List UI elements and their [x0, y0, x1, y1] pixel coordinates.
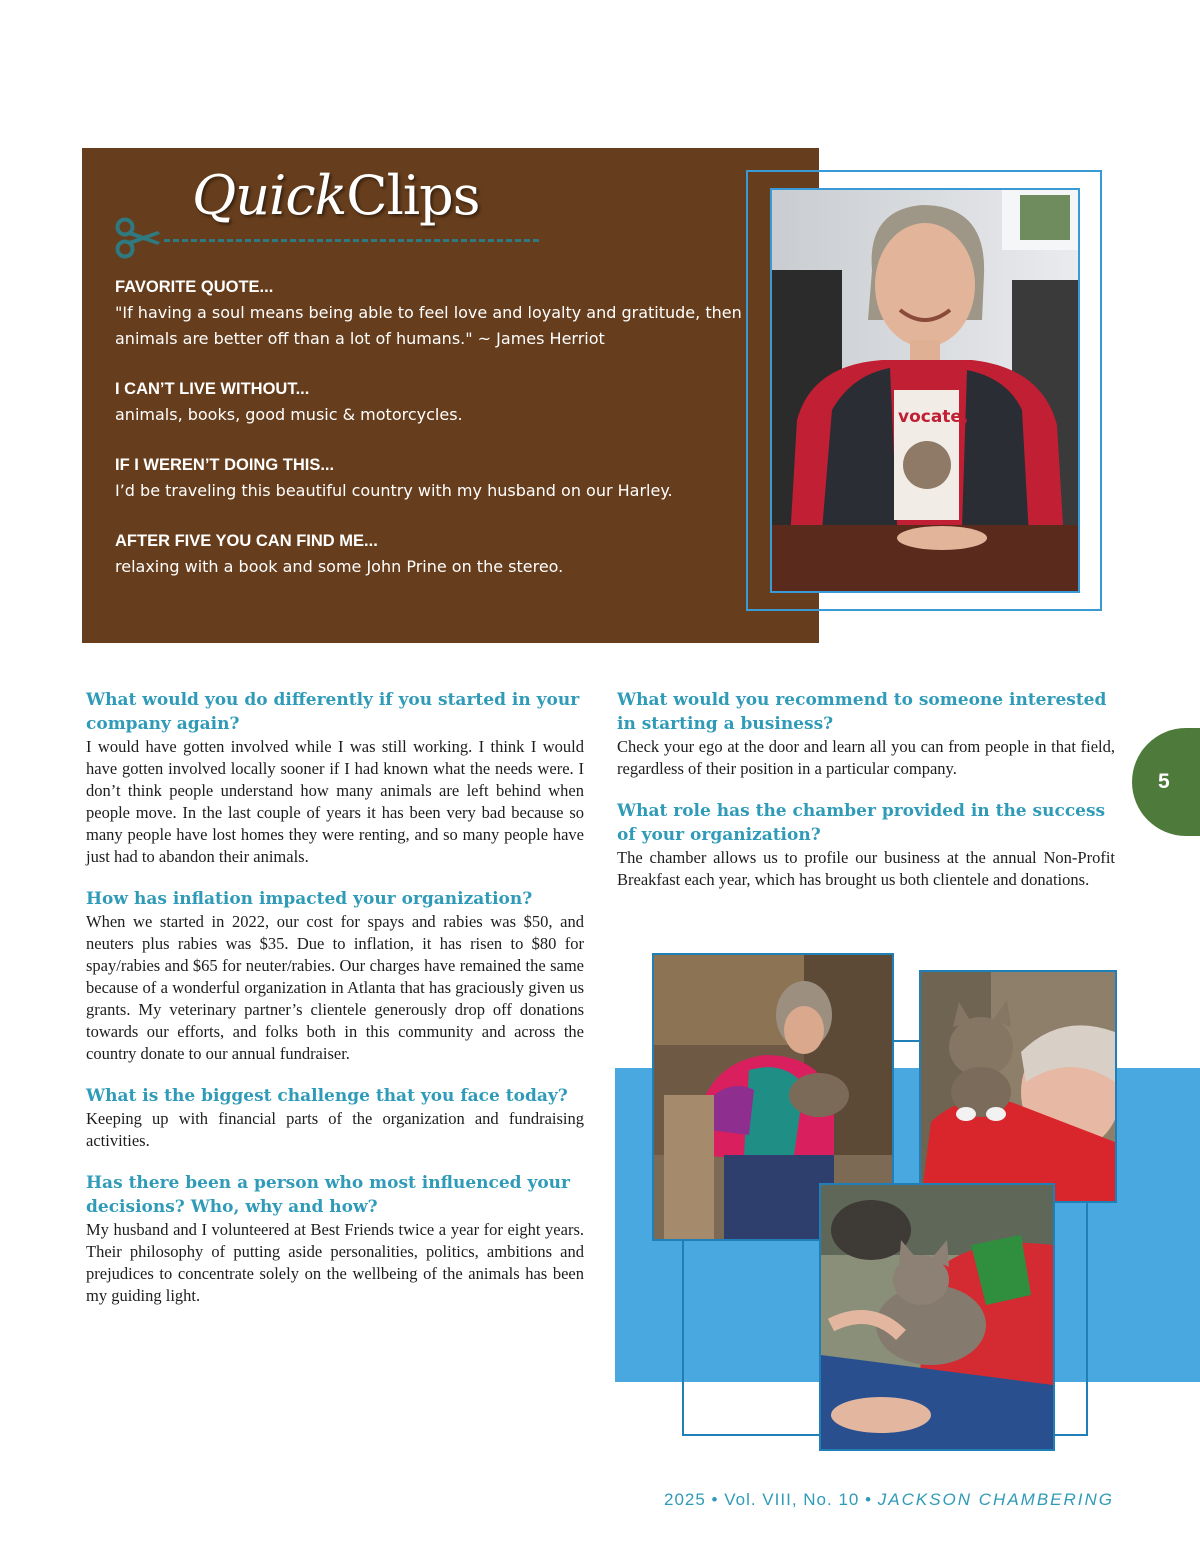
question-heading: How has inflation impacted your organization?: [86, 889, 533, 909]
quickclips-item: [115, 376, 775, 428]
qa-block: [86, 1171, 584, 1307]
answer-text: I would have gotten involved while I was still working. I think I would have gotten involved locally sooner if I had known what the needs were. I don’t think people understand how many animals are left behind when people move. In the last couple of years it has been very bad because so many people have lost homes they were renting, and so many people have just had to abandon their animals.: [86, 737, 584, 866]
question-heading: What would you recommend to someone interested in starting a business?: [617, 690, 1107, 734]
quickclips-box: [82, 148, 819, 643]
quickclips-label: AFTER FIVE YOU CAN FIND ME...: [115, 532, 378, 550]
page-number-badge: [1132, 728, 1200, 836]
quickclips-label: IF I WEREN’T DOING THIS...: [115, 456, 335, 474]
question-heading: What is the biggest challenge that you face today?: [86, 1086, 568, 1106]
page-footer: [664, 1490, 1114, 1510]
answer-text: When we started in 2022, our cost for spays and rabies was $50, and neuters plus rabies was $35. Due to inflation, it has risen to $80 for spay/rabies and $65 for neuter/rabies. Our charges have remained the same because of a wonderful organization in Atlanta that has graciously given us grants. My veterinary partner’s clientele generously drop off donations towards our efforts, and folks both in this community and across the country donate to our annual fundraiser.: [86, 912, 584, 1063]
left-column: [86, 688, 584, 1326]
qa-block: [617, 688, 1115, 780]
scissors-icon: [114, 214, 162, 262]
right-column: [617, 688, 1115, 910]
portrait-photo: [770, 188, 1080, 593]
quickclips-text: I’d be traveling this beautiful country with my husband on our Harley.: [115, 481, 673, 500]
quickclips-text: "If having a soul means being able to feel love and loyalty and gratitude, then animals are better off than a lot of humans." ~ James Herriot: [115, 303, 742, 348]
answer-text: The chamber allows us to profile our business at the annual Non-Profit Breakfast each year, which has brought us both clientele and donations.: [617, 848, 1115, 889]
quickclips-list: [115, 274, 775, 604]
quickclips-item: [115, 452, 775, 504]
question-heading: What would you do differently if you started in your company again?: [86, 690, 580, 734]
qa-block: [86, 1084, 584, 1152]
qa-block: [86, 887, 584, 1065]
question-heading: Has there been a person who most influenced your decisions? Who, why and how?: [86, 1173, 571, 1217]
magazine-name: JACKSON CHAMBERING: [877, 1490, 1114, 1509]
quickclips-text: relaxing with a book and some John Prine on the stereo.: [115, 557, 564, 576]
photo-cats-in-lap: [819, 1183, 1055, 1451]
quickclips-title: QuickClips: [192, 164, 480, 227]
photo-woman-with-kitten: [919, 970, 1117, 1203]
dashed-cut-line: [164, 239, 539, 242]
portrait-shirt-text: vocate,: [898, 407, 969, 427]
quickclips-label: FAVORITE QUOTE...: [115, 278, 274, 296]
question-heading: What role has the chamber provided in the success of your organization?: [617, 801, 1106, 845]
quickclips-item: [115, 528, 775, 580]
issue-info: 2025 • Vol. VIII, No. 10 •: [664, 1490, 878, 1509]
quickclips-text: animals, books, good music & motorcycles.: [115, 405, 463, 424]
answer-text: My husband and I volunteered at Best Friends twice a year for eight years. Their philosophy of putting aside personalities, politics, ambitions and prejudices to concentrate solely on the wellbeing of the animals has been my guiding light.: [86, 1220, 584, 1305]
answer-text: Keeping up with financial parts of the organization and fundraising activities.: [86, 1109, 584, 1150]
quickclips-item: [115, 274, 775, 352]
qa-block: [86, 688, 584, 868]
qa-block: [617, 799, 1115, 891]
quickclips-label: I CAN’T LIVE WITHOUT...: [115, 380, 310, 398]
page-number: 5: [1158, 770, 1170, 793]
answer-text: Check your ego at the door and learn all you can from people in that field, regardless of their position in a particular company.: [617, 737, 1115, 778]
